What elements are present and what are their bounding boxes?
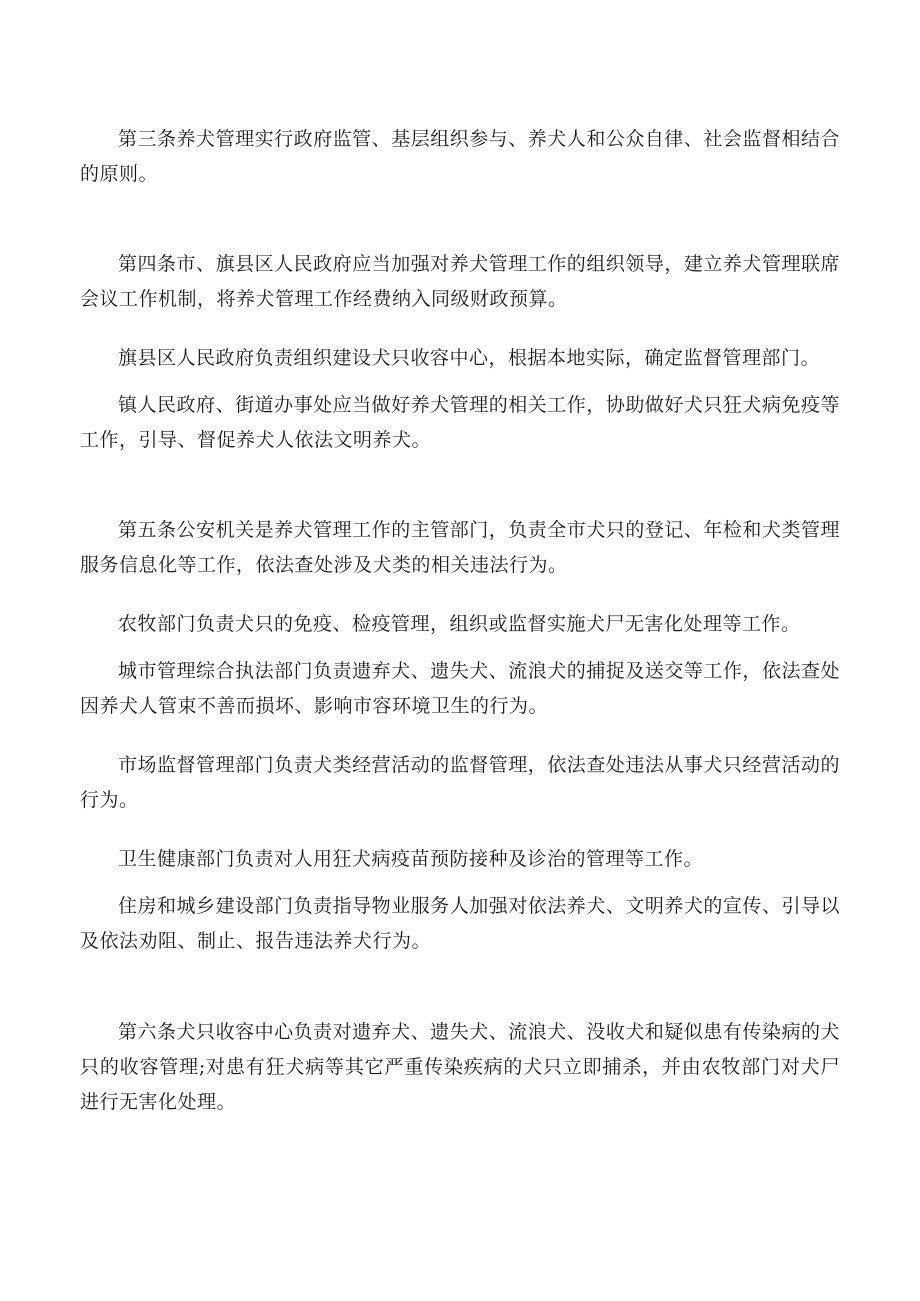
paragraph-article-5: 第五条公安机关是养犬管理工作的主管部门，负责全市犬只的登记、年检和犬类管理服务信息化等工作，依法查处涉及犬类的相关违法行为。: [80, 519, 840, 576]
paragraph-article-6: 第六条犬只收容中心负责对遗弃犬、遗失犬、流浪犬、没收犬和疑似患有传染病的犬只的收容管理;对患有狂犬病等其它严重传染疾病的犬只立即捕杀，并由农牧部门对犬尸进行无害化处理。: [80, 1021, 840, 1113]
paragraph-article-5-housing: 住房和城乡建设部门负责指导物业服务人加强对依法养犬、文明养犬的宣传、引导以及依法劝阻、制止、报告违法养犬行为。: [80, 895, 840, 952]
paragraph-article-5-health: 卫生健康部门负责对人用狂犬病疫苗预防接种及诊治的管理等工作。: [118, 848, 704, 870]
paragraph-article-5-market: 市场监督管理部门负责犬类经营活动的监督管理，依法查处违法从事犬只经营活动的行为。: [80, 754, 840, 811]
paragraph-article-4-town: 镇人民政府、街道办事处应当做好养犬管理的相关工作，协助做好犬只狂犬病免疫等工作，引导、督促养犬人依法文明养犬。: [80, 394, 840, 451]
paragraph-article-4: 第四条市、旗县区人民政府应当加强对养犬管理工作的组织领导，建立养犬管理联席会议工作机制，将养犬管理工作经费纳入同级财政预算。: [80, 253, 840, 310]
paragraph-article-4-county: 旗县区人民政府负责组织建设犬只收容中心，根据本地实际，确定监督管理部门。: [118, 347, 821, 369]
paragraph-article-5-urban: 城市管理综合执法部门负责遗弃犬、遗失犬、流浪犬的捕捉及送交等工作，依法查处因养犬人管束不善而损坏、影响市容环境卫生的行为。: [80, 660, 840, 717]
paragraph-article-5-agriculture: 农牧部门负责犬只的免疫、检疫管理，组织或监督实施犬尸无害化处理等工作。: [118, 613, 801, 635]
paragraph-article-3: 第三条养犬管理实行政府监管、基层组织参与、养犬人和公众自律、社会监督相结合的原则。: [80, 128, 840, 185]
